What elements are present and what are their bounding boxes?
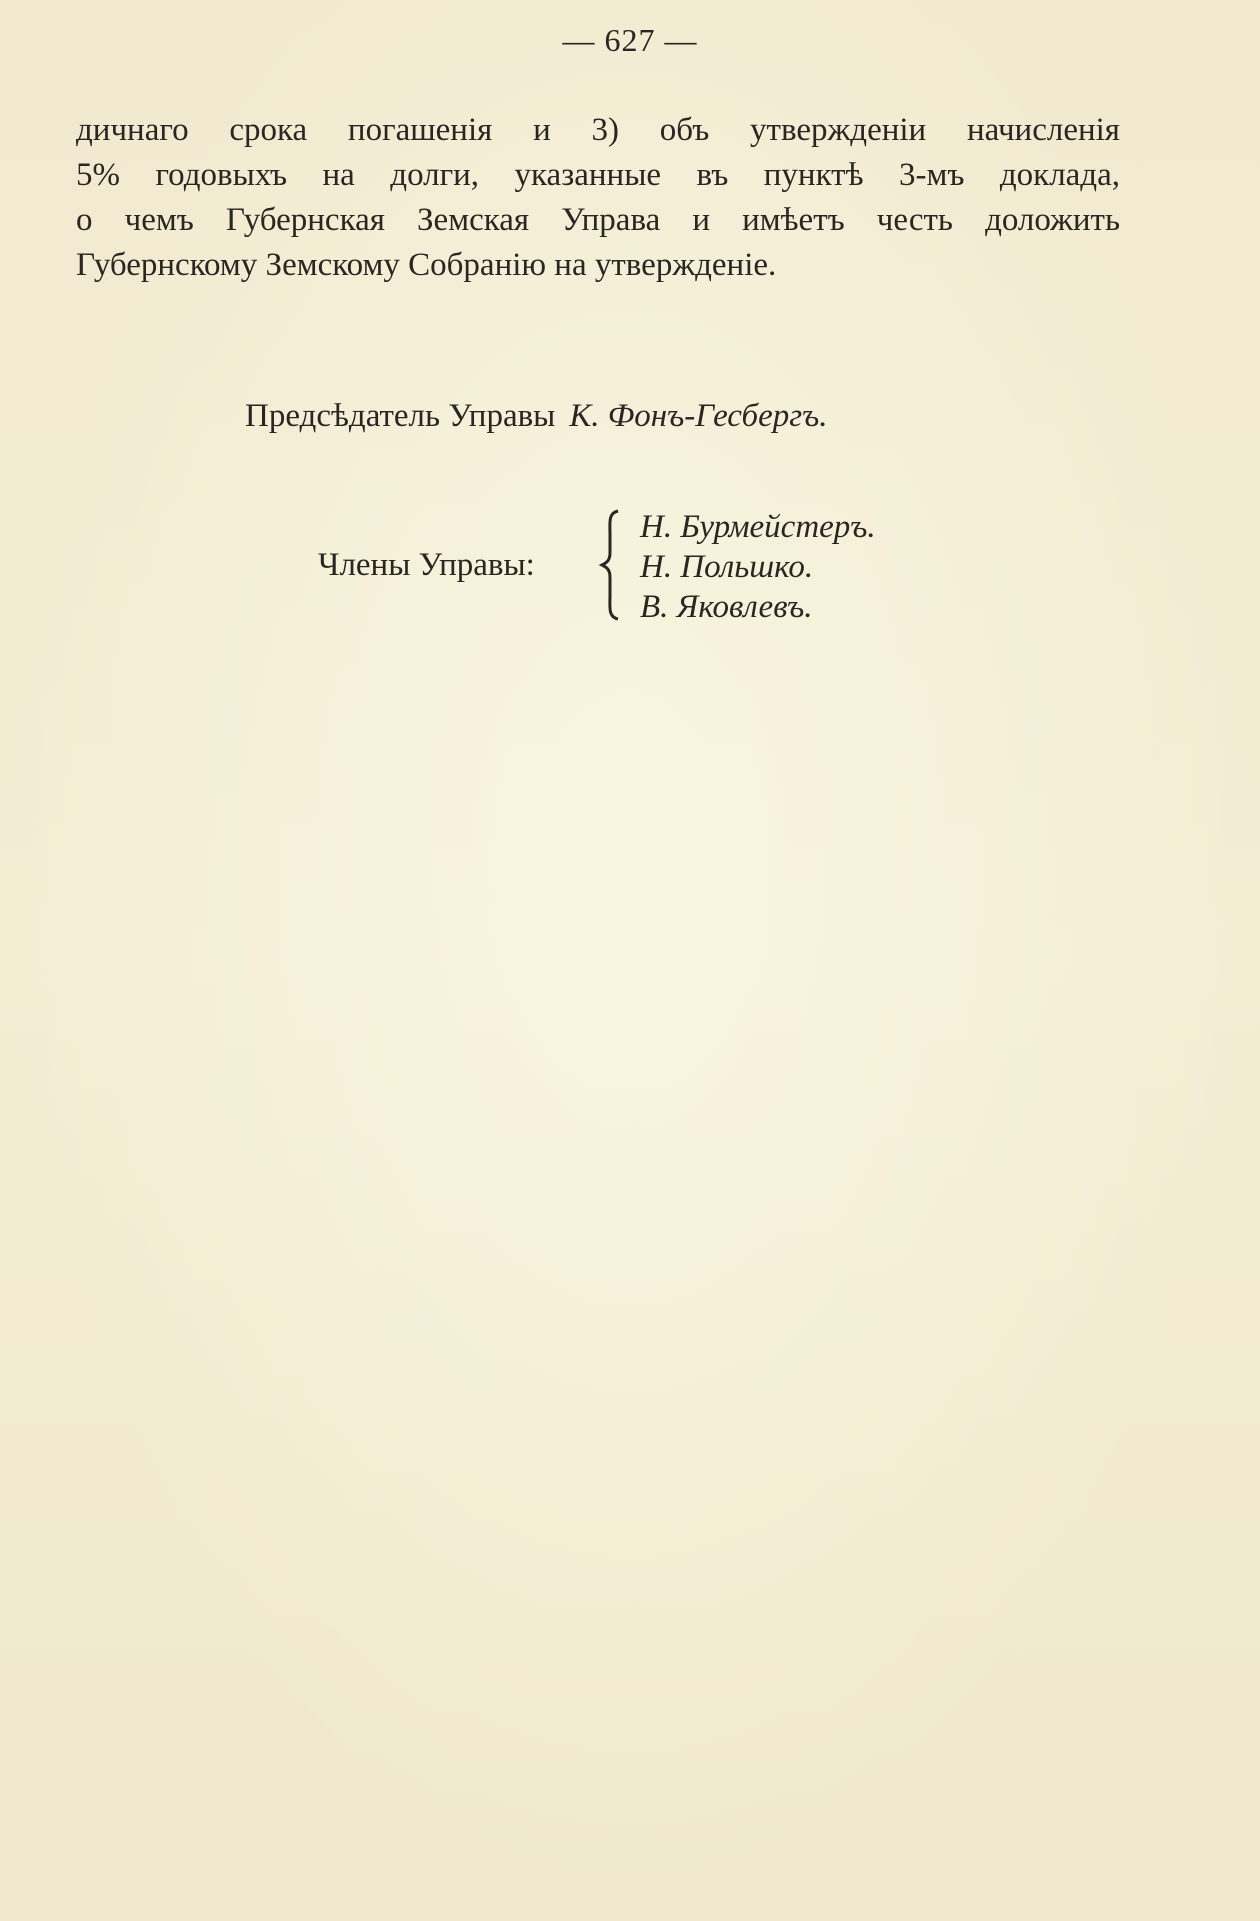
body-line: Губернскому Земскому Собранію на утвержденіе.	[76, 247, 777, 283]
members-names	[640, 507, 876, 627]
body-line: 5% годовыхъ на долги, указанные въ пунктѣ 3-мъ доклада,	[76, 157, 1120, 193]
chairman-signature-line	[245, 398, 1145, 435]
chairman-signature: К. Фонъ-Гесбергъ.	[569, 398, 828, 434]
bleed-through-texture	[80, 670, 1140, 999]
body-paragraph	[76, 108, 1120, 288]
member-name: Н. Польшко.	[640, 549, 814, 585]
member-name: Н. Бурмейстеръ.	[640, 509, 876, 545]
body-line: дичнаго срока погашенія и 3) объ утвержденіи начисленія	[76, 112, 1120, 148]
chairman-title: Предсѣдатель Управы	[245, 398, 556, 434]
board-members-block	[318, 507, 1118, 627]
body-line: о чемъ Губернская Земская Управа и имѣетъ честь доложить	[76, 202, 1120, 238]
members-label: Члены Управы:	[318, 547, 535, 583]
member-name: В. Яковлевъ.	[640, 589, 813, 625]
curly-brace-icon	[598, 509, 628, 621]
page-number: — 627 —	[562, 22, 698, 58]
